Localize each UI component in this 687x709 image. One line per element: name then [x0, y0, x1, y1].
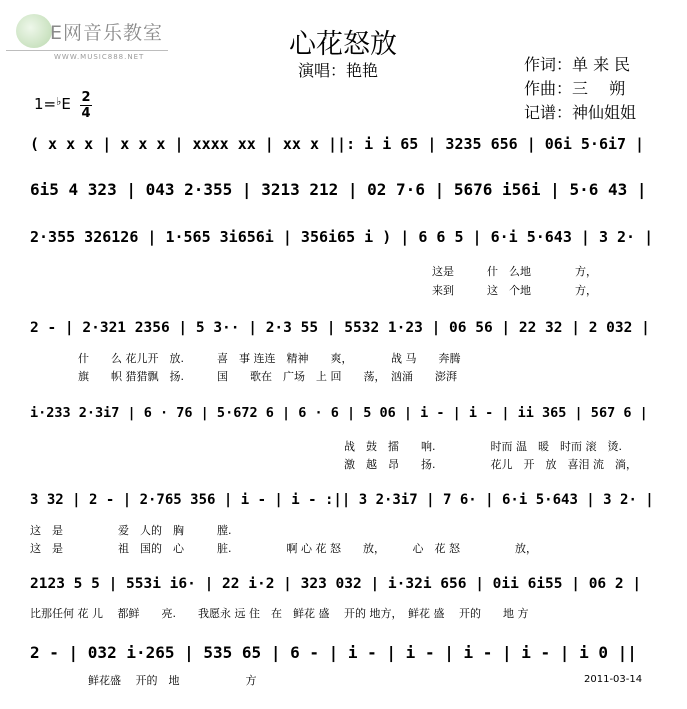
lyric-line-3: 什 么 花儿开 放. 喜 事 连连 精神 爽， 战 马 奔腾: [78, 352, 461, 365]
notation-line-2: 6i5 4 323 | 043 2·355 | 3213 212 | 02 7·6 | 5676 i56i | 5·6 43 |: [30, 180, 647, 199]
transcription-date: 2011-03-14: [584, 674, 643, 685]
notation-line-8: 2 - | 032 i·265 | 535 65 | 6 - | i - | i - | i - | i - | i 0 ||: [30, 643, 637, 662]
lyric-line-5: 战 鼓 擂 响. 时而 温 暖 时而 滚 烫.: [344, 440, 622, 453]
logo-text: E网音乐教室: [50, 22, 164, 44]
lyric-line-1: 这是 什 么地 方，: [432, 265, 597, 278]
flat-sign: ♭: [56, 95, 62, 108]
song-title: 心花怒放: [289, 29, 397, 60]
notation-line-4: 2 - | 2·321 2356 | 5 3·· | 2·3 55 | 5532 1·23 | 06 56 | 22 32 | 2 032 |: [30, 320, 650, 336]
lyric-line-4: 旗 帜 猎猎飘 扬. 国 歌在 广场 上 回 荡， 汹涌 澎湃: [78, 370, 457, 383]
notation-line-1: ( x x x | x x x | xxxx xx | xx x ||: i i 65 | 3235 656 | 06i 5·6i7 |: [30, 135, 645, 153]
lyricist-credit: 作词：单 来 民: [524, 55, 631, 74]
lyric-line-6: 激 越 昂 扬. 花儿 开 放 喜泪 流 淌，: [344, 458, 637, 471]
lyric-line-9: 比那任何 花 儿 都鲜 亮. 我愿永 远 住 在 鲜花 盛 开的 地方， 鲜花 盛 开的 地 方: [30, 607, 529, 620]
key-note: E: [61, 95, 71, 113]
notation-line-7: 2123 5 5 | 553i i6· | 22 i·2 | 323 032 | i·32i 656 | 0ii 6i55 | 06 2 |: [30, 576, 642, 592]
notation-line-6: 3 32 | 2 - | 2·765 356 | i - | i - :|| 3 2·3i7 | 7 6· | 6·i 5·643 | 3 2· |: [30, 492, 654, 508]
key-signature: [34, 95, 71, 113]
lyric-line-2: 来到 这 个地 方，: [432, 284, 597, 297]
logo-url: WWW.MUSIC888.NET: [54, 53, 145, 61]
notation-line-3: 2·355 326126 | 1·565 3i656i | 356i65 i ) | 6 6 5 | 6·i 5·643 | 3 2· |: [30, 228, 654, 246]
time-signature-top: 2: [81, 90, 91, 105]
key-prefix: 1=: [34, 95, 57, 113]
singer-credit: 演唱：艳艳: [298, 61, 379, 80]
notation-line-5: i·233 2·3i7 | 6 · 76 | 5·672 6 | 6 · 6 | 5 06 | i - | i - | ii 365 | 567 6 |: [30, 405, 648, 421]
lyric-line-7: 这 是 爱 人的 胸 膛.: [30, 524, 232, 537]
logo-divider: [6, 50, 168, 51]
logo-mark-icon: [16, 14, 52, 48]
lyric-line-10: 鲜花盛 开的 地 方: [88, 674, 257, 687]
lyric-line-8: 这 是 祖 国的 心 脏. 啊 心 花 怒 放， 心 花 怒 放，: [30, 542, 537, 555]
site-logo: [6, 10, 186, 60]
transcriber-credit: 记谱：神仙姐姐: [524, 103, 637, 122]
time-signature-bottom: 4: [81, 106, 91, 121]
time-signature: [80, 91, 92, 120]
composer-credit: 作曲：三 朔: [524, 79, 626, 98]
